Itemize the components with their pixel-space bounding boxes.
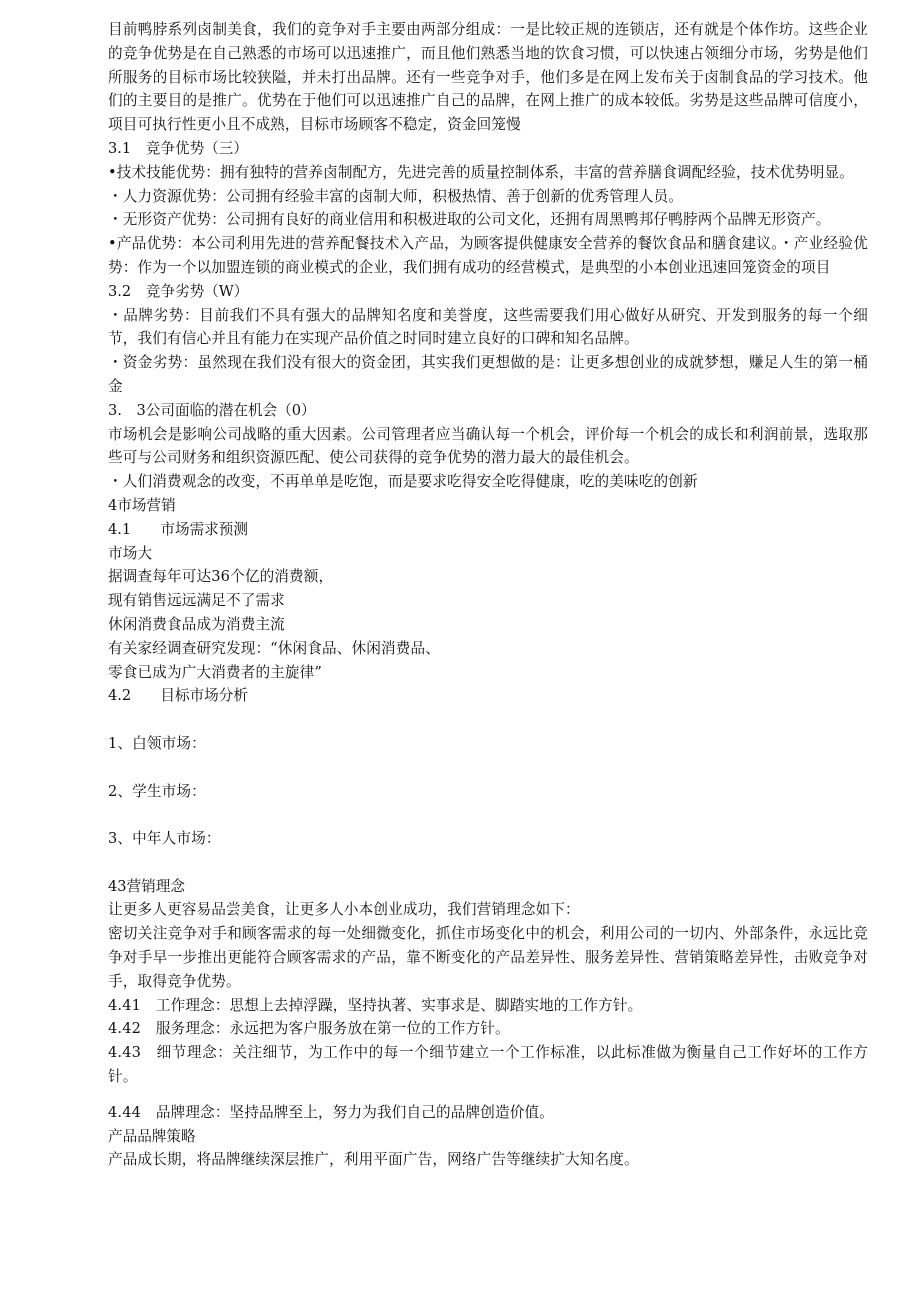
blank-line xyxy=(108,851,868,875)
opportunity-paragraph: 市场机会是影响公司战略的重大因素。公司管理者应当确认每一个机会，评价每一个机会的成长和利润前景，选取那些可与公司财务和组织资源匹配、使公司获得的竞争优势的潜力最大的最佳机会。 xyxy=(108,425,868,467)
demand-line: 据调查每年可达36个亿的消费额， xyxy=(108,568,334,586)
section-3-3-heading: 3. 3公司面临的潜在机会（0） xyxy=(108,401,316,419)
product-advantage-item: •产品优势：本公司利用先进的营养配餐技术入产品，为顾客提供健康安全营养的餐饮食品和膳食建议。・产业经验优势：作为一个以加盟连锁的商业模式的企业，我们拥有成功的经营模式，是典型的小本创业迅速回笼资金的项目 xyxy=(108,235,868,276)
target-market-item: 3、中年人市场： xyxy=(108,830,221,848)
intro-paragraph: 目前鸭脖系列卤制美食，我们的竞争对手主要由两部分组成：一是比较正规的连锁店，还有就是个体作坊。这些企业的竞争优势是在自己熟悉的市场可以迅速推广，而且他们熟悉当地的饮食习惯，可以快速占领细分市场，劣势是他们所服务的目标市场比较狭隘，并未打出品牌。还有一些竞争对手，他们多是在网上发布关于卤制食品的学习技术。他们的主要目的是推广。优势在于他们可以迅速推广自己的品牌，在网上推广的成本较低。劣势是这些品牌可信度小，项目可执行性更小且不成熟，目标市场顾客不稳定，资金回笼慢 xyxy=(108,21,868,134)
demand-line: 零食已成为广大消费者的主旋律” xyxy=(108,663,323,681)
tech-advantage-item: •技术技能优势：拥有独特的营养卤制配方，先进完善的质量控制体系，丰富的营养膳食调配经验，技术优势明显。 xyxy=(108,163,854,181)
detail-philosophy-item: 4.43 细节理念：关注细节，为工作中的每一个细节建立一个工作标准，以此标准做为衡量自己工作好坏的工作方针。 xyxy=(108,1044,868,1086)
intangible-advantage-item: ・无形资产优势：公司拥有良好的商业信用和积极进取的公司文化，还拥有周黑鸭邦仔鸭脖两个品牌无形资产。 xyxy=(108,211,831,229)
section-4-2-heading: 4.2 目标市场分析 xyxy=(108,687,248,705)
demand-line: 休闲消费食品成为消费主流 xyxy=(108,615,285,633)
work-philosophy-item: 4.41 工作理念：思想上去掉浮躁，坚持执著、实事求是、脚踏实地的工作方针。 xyxy=(108,996,643,1014)
blank-line xyxy=(108,1089,868,1101)
blank-line xyxy=(108,708,868,732)
section-4-1-heading: 4.1 市场需求预测 xyxy=(108,520,248,538)
demand-line: 现有销售远远满足不了需求 xyxy=(108,592,285,610)
target-market-item: 1、白领市场： xyxy=(108,734,206,752)
demand-line: 市场大 xyxy=(108,544,153,562)
section-3-1-heading: 3.1 竞争优势（三） xyxy=(108,139,248,157)
brand-philosophy-item: 4.44 品牌理念：坚持品牌至上，努力为我们自己的品牌创造价值。 xyxy=(108,1103,554,1121)
opportunity-item: ・人们消费观念的改变，不再单单是吃饱，而是要求吃得安全吃得健康，吃的美味吃的创新 xyxy=(108,473,698,491)
blank-line xyxy=(108,756,868,780)
service-philosophy-item: 4.42 服务理念：永远把为客户服务放在第一位的工作方针。 xyxy=(108,1020,510,1038)
target-market-item: 2、学生市场： xyxy=(108,782,206,800)
section-4-3-heading: 43营销理念 xyxy=(108,877,185,895)
section-3-2-heading: 3.2 竞争劣势（W） xyxy=(108,282,249,300)
blank-line xyxy=(108,803,868,827)
marketing-idea-paragraph: 密切关注竞争对手和顾客需求的每一处细微变化，抓住市场变化中的机会，利用公司的一切内、外部条件，永远比竞争对手早一步推出更能符合顾客需求的产品，靠不断变化的产品差异性、服务差异性、营销策略差异性，击败竞争对手，取得竞争优势。 xyxy=(108,925,868,990)
hr-advantage-item: ・人力资源优势：公司拥有经验丰富的卤制大师，积极热情、善于创新的优秀管理人员。 xyxy=(108,187,684,205)
brand-strategy-heading: 产品品牌策略 xyxy=(108,1127,196,1145)
section-4-heading: 4市场营销 xyxy=(108,496,176,514)
brand-growth-paragraph: 产品成长期，将品牌继续深层推广，利用平面广告，网络广告等继续扩大知名度。 xyxy=(108,1151,639,1169)
marketing-idea-intro: 让更多人更容易品尝美食，让更多人小本创业成功，我们营销理念如下： xyxy=(108,901,580,919)
brand-weakness-item: ・品牌劣势：目前我们不具有强大的品牌知名度和美誉度，这些需要我们用心做好从研究、开发到服务的每一个细节，我们有信心并且有能力在实现产品价值之时同时建立良好的口碑和知名品牌。 xyxy=(108,306,868,348)
demand-line: 有关家经调查研究发现：“休闲食品、休闲消费品、 xyxy=(108,639,440,657)
fund-weakness-item: ・资金劣势：虽然现在我们没有很大的资金团，其实我们更想做的是：让更多想创业的成就梦想，赚足人生的第一桶金 xyxy=(108,354,868,395)
